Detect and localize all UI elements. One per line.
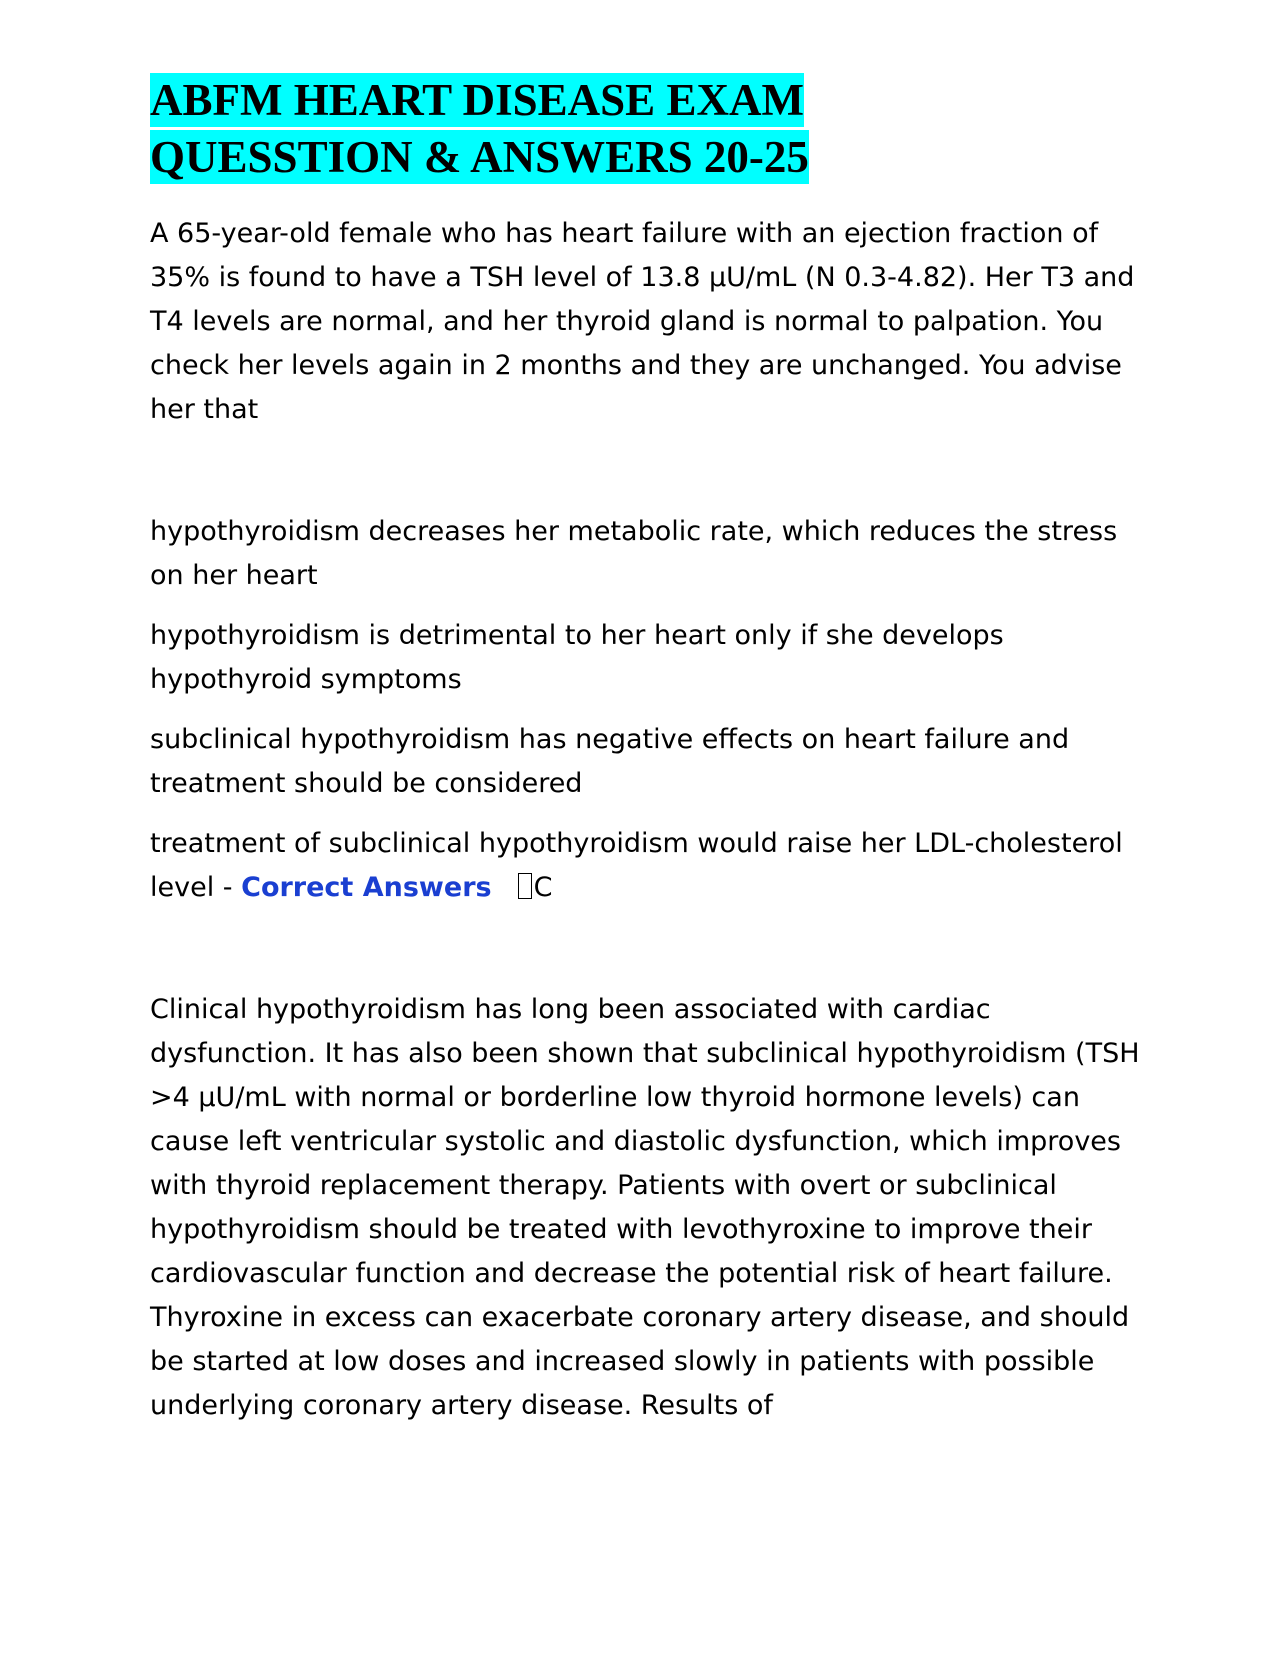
answer-option-4 xyxy=(150,822,1140,910)
explanation-text: Clinical hypothyroidism has long been associated with cardiac dysfunction. It has also been shown that subclinical hypothyroidism (TSH >4 µU/mL with normal or borderline low thyroid hormone levels) can cause left ventricular systolic and diastolic dysfunction, which improves with thyroid replacement therapy. Patients with overt or subclinical hypothyroidism should be treated with levothyroxine to improve their cardiovascular function and decrease the potential risk of heart failure. Thyroxine in excess can exacerbate coronary artery disease, and should be started at low doses and increased slowly in patients with possible underlying coronary artery disease. Results of xyxy=(150,994,1140,1421)
title-line-2: QUESSTION & ANSWERS 20-25 xyxy=(150,132,809,182)
answer-option-3: subclinical hypothyroidism has negative effects on heart failure and treatment should be considered xyxy=(150,724,1070,799)
document-title xyxy=(150,72,1140,186)
answer-option-1: hypothyroidism decreases her metabolic rate, which reduces the stress on her heart xyxy=(150,516,1118,591)
question-text: A 65-year-old female who has heart failure with an ejection fraction of 35% is found to have a TSH level of 13.8 µU/mL (N 0.3-4.82). Her T3 and T4 levels are normal, and her thyroid gland is normal to palpation. You check her levels again in 2 months and they are unchanged. You advise her that xyxy=(150,218,1135,425)
answer-option-4-text: treatment of subclinical hypothyroidism would raise her LDL-cholesterol level - xyxy=(150,828,1123,903)
answer-option-2: hypothyroidism is detrimental to her heart only if she develops hypothyroid symptoms xyxy=(150,620,1004,695)
document-page xyxy=(150,72,1140,1428)
correct-answer-value: C xyxy=(533,872,553,903)
correct-answers-label: Correct Answers xyxy=(241,872,492,903)
missing-glyph-icon xyxy=(518,873,532,899)
title-line-1: ABFM HEART DISEASE EXAM xyxy=(150,75,804,125)
